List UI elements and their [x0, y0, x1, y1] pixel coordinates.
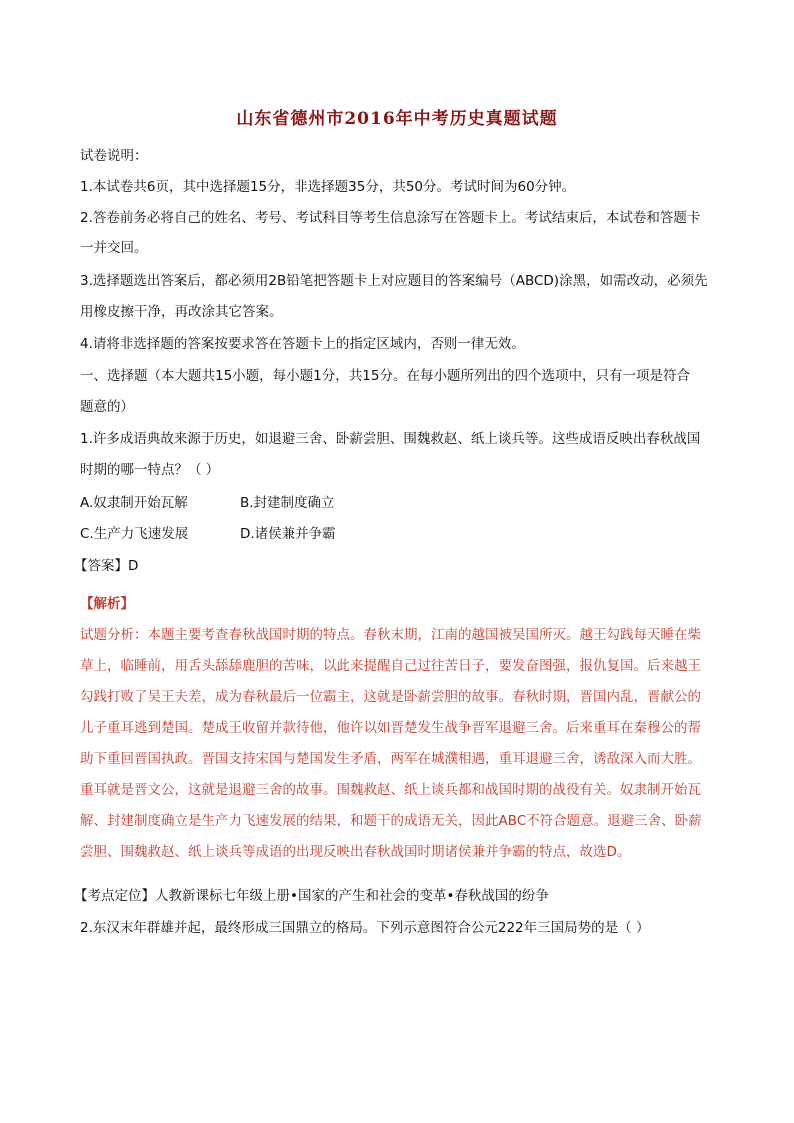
analysis-line: 试题分析：本题主要考查春秋战国时期的特点。春秋末期，江南的越国被吴国所灭。越王勾践每天睡在柴 — [80, 627, 701, 643]
instruction-4: 4.请将非选择题的答案按要求答在答题卡上的指定区域内，否则一律无效。 — [80, 336, 525, 352]
option-c: C.生产力飞速发展 — [80, 526, 189, 542]
option-a: A.奴隶制开始瓦解 — [80, 495, 188, 511]
page-title: 山东省德州市2016年中考历史真题试题 — [236, 109, 558, 129]
instruction-3: 3.选择题选出答案后，都必须用2B铅笔把答题卡上对应题目的答案编号（ABCD)涂黑，如需改动，必须先 — [80, 273, 708, 289]
analysis-line: 草上，临睡前，用舌头舔舔鹿胆的苦味，以此来提醒自己过往苦日子，要发奋图强，报仇复国。后来越王 — [80, 658, 701, 674]
analysis-line: 勾践打败了吴王夫差，成为春秋最后一位霸主，这就是卧薪尝胆的故事。春秋时期，晋国内乱，晋献公的 — [80, 689, 701, 705]
question-1-answer: 【答案】D — [74, 558, 139, 574]
analysis-line: 解、封建制度确立是生产力飞速发展的结果，和题干的成语无关，因此ABC不符合题意。退避三舍、卧薪 — [80, 813, 702, 829]
analysis-heading: 【解析】 — [80, 596, 134, 612]
analysis-line: 尝胆、围魏救赵、纸上谈兵等成语的出现反映出春秋战国时期诸侯兼并争霸的特点，故选D。 — [80, 844, 631, 860]
analysis-line: 重耳就是晋文公，这就是退避三舍的故事。围魏救赵、纸上谈兵都和战国时期的战役有关。奴隶制开始瓦 — [80, 782, 701, 798]
question-2-stem: 2.东汉末年群雄并起，最终形成三国鼎立的格局。下列示意图符合公元222年三国局势的是（ ） — [80, 920, 650, 936]
question-1-stem-cont: 时期的哪一特点？（ ） — [80, 462, 220, 478]
section-heading: 一、选择题（本大题共15小题，每小题1分，共15分。在每小题所列出的四个选项中，只有一项是符合 — [80, 368, 690, 384]
knowledge-point: 【考点定位】人教新课标七年级上册•国家的产生和社会的变革•春秋战国的纷争 — [74, 888, 549, 904]
section-heading-cont: 题意的） — [80, 399, 134, 415]
question-1-stem: 1.许多成语典故来源于历史，如退避三舍、卧薪尝胆、围魏救赵、纸上谈兵等。这些成语反映出春秋战国 — [80, 431, 701, 447]
instruction-2: 2.答卷前务必将自己的姓名、考号、考试科目等考生信息涂写在答题卡上。考试结束后，本试卷和答题卡 — [80, 210, 701, 226]
instruction-1: 1.本试卷共6页，其中选择题15分，非选择题35分，共50分。考试时间为60分钟。 — [80, 179, 576, 195]
option-d: D.诸侯兼并争霸 — [240, 526, 336, 542]
analysis-line: 儿子重耳逃到楚国。楚成王收留并款待他，他许以如晋楚发生战争晋军退避三舍。后来重耳在秦穆公的帮 — [80, 720, 701, 736]
analysis-line: 助下重回晋国执政。晋国支持宋国与楚国发生矛盾，两军在城濮相遇，重耳退避三舍，诱敌深入而大胜。 — [80, 751, 701, 767]
instruction-2-cont: 一并交回。 — [80, 240, 148, 256]
instructions-heading: 试卷说明： — [80, 148, 148, 164]
instruction-3-cont: 用橡皮擦干净，再改涂其它答案。 — [80, 304, 283, 320]
option-b: B.封建制度确立 — [240, 495, 335, 511]
